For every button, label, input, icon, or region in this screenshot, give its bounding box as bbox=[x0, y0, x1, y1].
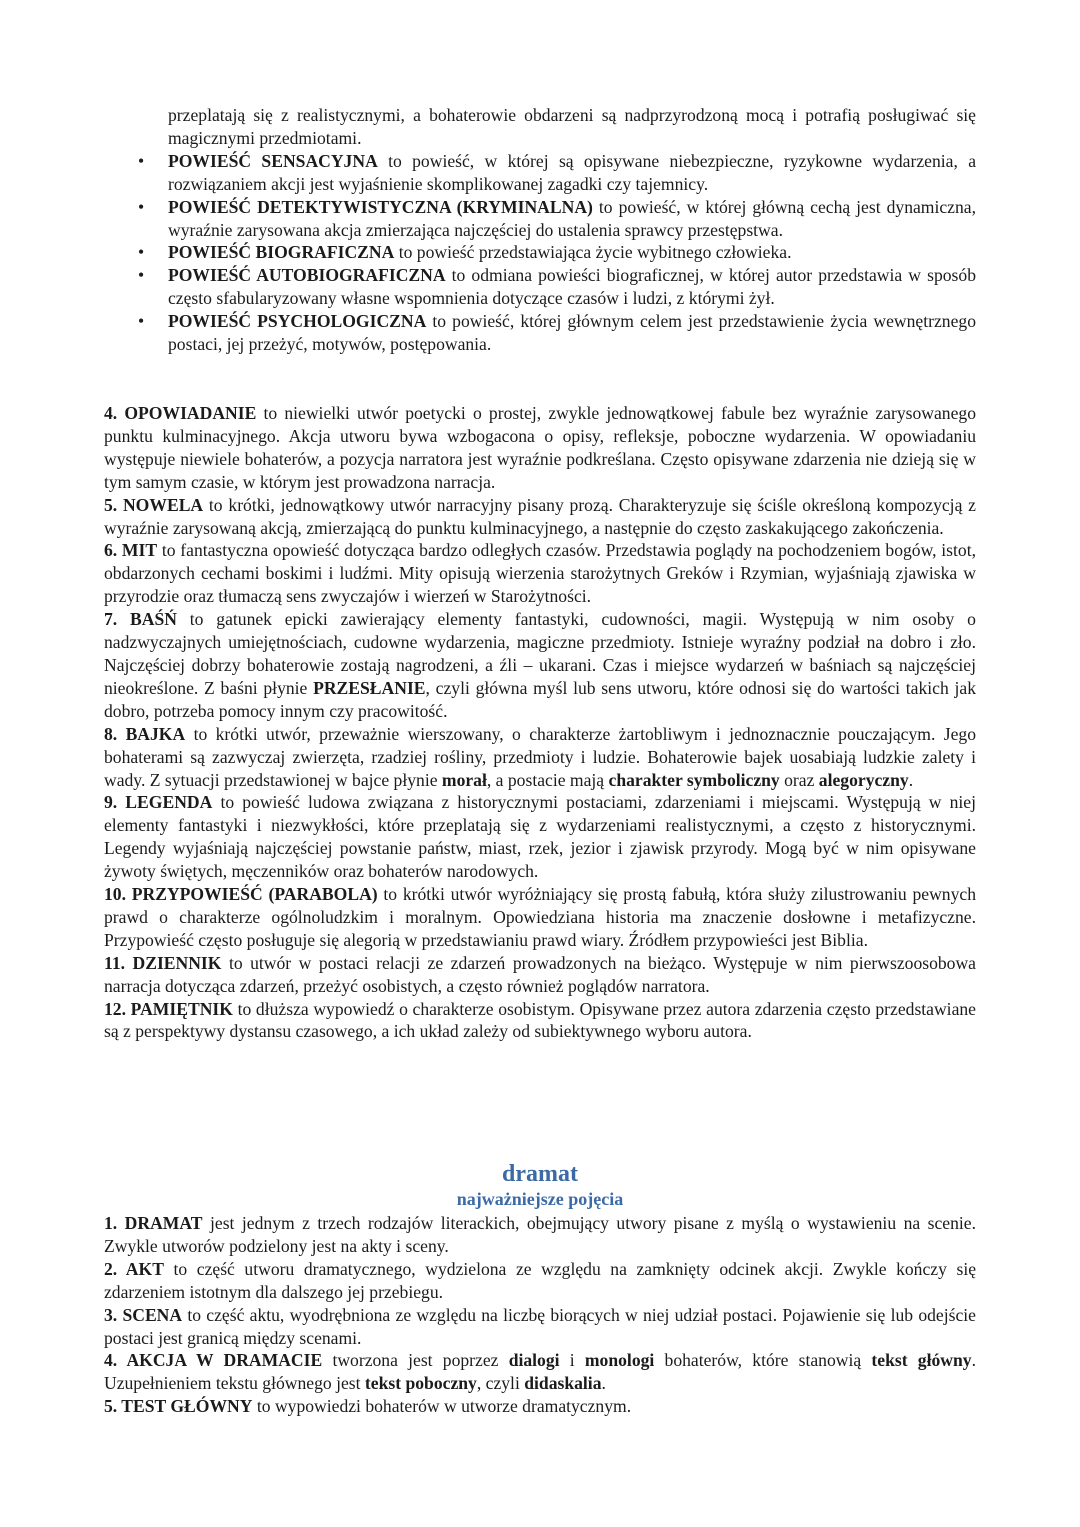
definition-paragraph: 6. MIT to fantastyczna opowieść dotycząca bardzo odległych czasów. Przedstawia poglądy na pochodzeniem bogów, istot, obdarzonych cechami boskimi i ludźmi. Mity opisują wierzenia starożytnych Greków i Rzymian, wyjaśniają zjawiska w przyrodzie oraz tłumaczą sens zwyczajów i wierzeń w Starożytności. bbox=[104, 540, 977, 607]
definition-paragraph: 5. TEST GŁÓWNY to wypowiedzi bohaterów w utworze dramatycznym. bbox=[104, 1396, 632, 1417]
definition-paragraph: 3. SCENA to część aktu, wyodrębniona ze względu na liczbę biorących w niej udział postaci. Pojawienie się lub odejście postaci jest granicą między scenami. bbox=[104, 1304, 976, 1348]
term: POWIEŚĆ SENSACYJNA bbox=[168, 150, 378, 171]
continuation-text: przeplatają się z realistycznymi, a bohaterowie obdarzeni są nadprzyrodzoną mocą i potrafią posługiwać się magicznymi przedmiotami. bbox=[168, 105, 976, 148]
term: POWIEŚĆ AUTOBIOGRAFICZNA bbox=[168, 265, 446, 286]
drama-terms-section bbox=[104, 1212, 976, 1418]
epic-genres-section bbox=[104, 402, 976, 1043]
definition-paragraph: 10. PRZYPOWIEŚĆ (PARABOLA) to krótki utwór wyróżniający się prostą fabułą, która służy zilustrowaniu pewnych prawd o charakterze ogólnoludzkim i moralnym. Opowiedziana historia ma znaczenie dosłowne i metafizyczne. Przypowieść często posługuje się alegorią w przedstawianiu prawd wiary. Źródłem przypowieści jest Biblia. bbox=[104, 884, 976, 950]
definition-paragraph: 11. DZIENNIK to utwór w postaci relacji ze zdarzeń prowadzonych na bieżąco. Występuje w nim pierwszoosobowa narracja dotycząca zdarzeń, przeżyć osobistych, a często również poglądów narratora. bbox=[104, 952, 976, 996]
definition-paragraph: 12. PAMIĘTNIK to dłuższa wypowiedź o charakterze osobistym. Opisywane przez autora zdarzenia często przedstawiane są z perspektywy dystansu czasowego, a ich układ zależy od subiektywnego wyboru autora. bbox=[104, 998, 976, 1042]
term: POWIEŚĆ DETEKTYWISTYCZNA (KRYMINALNA) bbox=[168, 196, 593, 217]
section-subtitle: najważniejsze pojęcia bbox=[456, 1189, 624, 1209]
term: POWIEŚĆ BIOGRAFICZNA bbox=[168, 242, 395, 263]
definition-paragraph: 1. DRAMAT jest jednym z trzech rodzajów literackich, obejmujący utwory pisane z myślą o wystawieniu na scenie. Zwykle utworów podzielony jest na akty i sceny. bbox=[104, 1213, 977, 1256]
definition-paragraph: 2. AKT to część utworu dramatycznego, wydzielona ze względu na zamknięty odcinek akcji. Zwykle kończy się zdarzeniem istotnym dla dalszego jej przebiegu. bbox=[104, 1258, 977, 1302]
definition-paragraph: 4. AKCJA W DRAMACIE tworzona jest poprzez dialogi i monologi bohaterów, które stanowią tekst główny. Uzupełnieniem tekstu głównego jest tekst poboczny, czyli didaskalia. bbox=[104, 1350, 976, 1394]
term: POWIEŚĆ PSYCHOLOGICZNA bbox=[168, 311, 427, 332]
definition-paragraph: 7. BAŚŃ to gatunek epicki zawierający elementy fantastyki, cudowności, magii. Występują w nim osoby o nadzwyczajnych umiejętnościach, cudowne wydarzenia, magiczne przedmioty. Istnieje wyraźny podział na dobro i zło. Najczęściej dobrzy bohaterowie zostają nagrodzeni, a źli – ukarani. Czas i miejsce wydarzeń w baśniach są najczęściej nieokreślone. Z baśni płynie PRZESŁANIE, czyli główna myśl lub sens utworu, które odnosi się do wartości takich jak dobro, potrzeba pomocy innym czy pracowitość. bbox=[104, 609, 976, 721]
list-item: • POWIEŚĆ SENSACYJNA to powieść, w której są opisywane niebezpieczne, ryzykowne wydarzenia, a rozwiązaniem akcji jest wyjaśnienie skomplikowanej zagadki czy tajemnicy. bbox=[168, 150, 976, 196]
list-item: • POWIEŚĆ DETEKTYWISTYCZNA (KRYMINALNA) to powieść, w której główną cechą jest dynamiczna, wyraźnie zarysowana akcja zmierzająca najczęściej do ustalenia sprawcy przestępstwa. bbox=[168, 196, 976, 242]
definition-paragraph: 5. NOWELA to krótki, jednowątkowy utwór narracyjny pisany prozą. Charakteryzuje się ściśle określoną kompozycją z wyraźnie zarysowaną akcją, zmierzającą do punktu kulminacyjnego, a następnie do często zaskakującego zakończenia. bbox=[104, 494, 976, 538]
definition-paragraph: 9. LEGENDA to powieść ludowa związana z historycznymi postaciami, zdarzeniami i miejscami. Występują w niej elementy fantastyki i niezwykłości, które przeplatają się z wydarzeniami realistycznymi, a często z historycznymi. Legendy wyjaśniają najczęściej powstanie państw, miast, rzek, jezior i zjawisk przyrody. Mogą być w nim opisywane żywoty świętych, męczenników oraz bohaterów narodowych. bbox=[104, 792, 976, 882]
list-item: • POWIEŚĆ BIOGRAFICZNA to powieść przedstawiająca życie wybitnego człowieka. bbox=[168, 241, 976, 264]
definition-paragraph: 4. OPOWIADANIE to niewielki utwór poetycki o prostej, zwykle jednowątkowej fabule bez wyraźnie zarysowanego punktu kulminacyjnego. Akcja utworu bywa wzbogacona o opisy, refleksje, poboczne wydarzenia. W opowiadaniu występuje niewiele bohaterów, a pozycja narratora jest wyraźnie podkreślana. Często opisywane zdarzenia nie dzieją się w tym samym czasie, w którym jest prowadzona narracja. bbox=[104, 403, 976, 492]
list-item: • POWIEŚĆ PSYCHOLOGICZNA to powieść, której głównym celem jest przedstawienie życia wewnętrznego postaci, jej przeżyć, motywów, postępowania. bbox=[168, 310, 976, 356]
section-title: dramat bbox=[502, 1161, 578, 1187]
definition-paragraph: 8. BAJKA to krótki utwór, przeważnie wierszowany, o charakterze żartobliwym i jednoznacznie pouczającym. Jego bohaterami są zazwyczaj zwierzęta, rzadziej rośliny, przedmioty i ludzie. Bohaterowie bajek uosabiają ludzkie zalety i wady. Z sytuacji przedstawionej w bajce płynie morał, a postacie mają charakter symboliczny oraz alegoryczny. bbox=[104, 723, 976, 790]
novel-types-list bbox=[168, 104, 976, 356]
list-item: • POWIEŚĆ AUTOBIOGRAFICZNA to odmiana powieści biograficznej, w której autor przedstawia w sposób często sfabularyzowany własne wspomnienia dotyczące czasów i ludzi, z którymi żył. bbox=[168, 264, 976, 310]
